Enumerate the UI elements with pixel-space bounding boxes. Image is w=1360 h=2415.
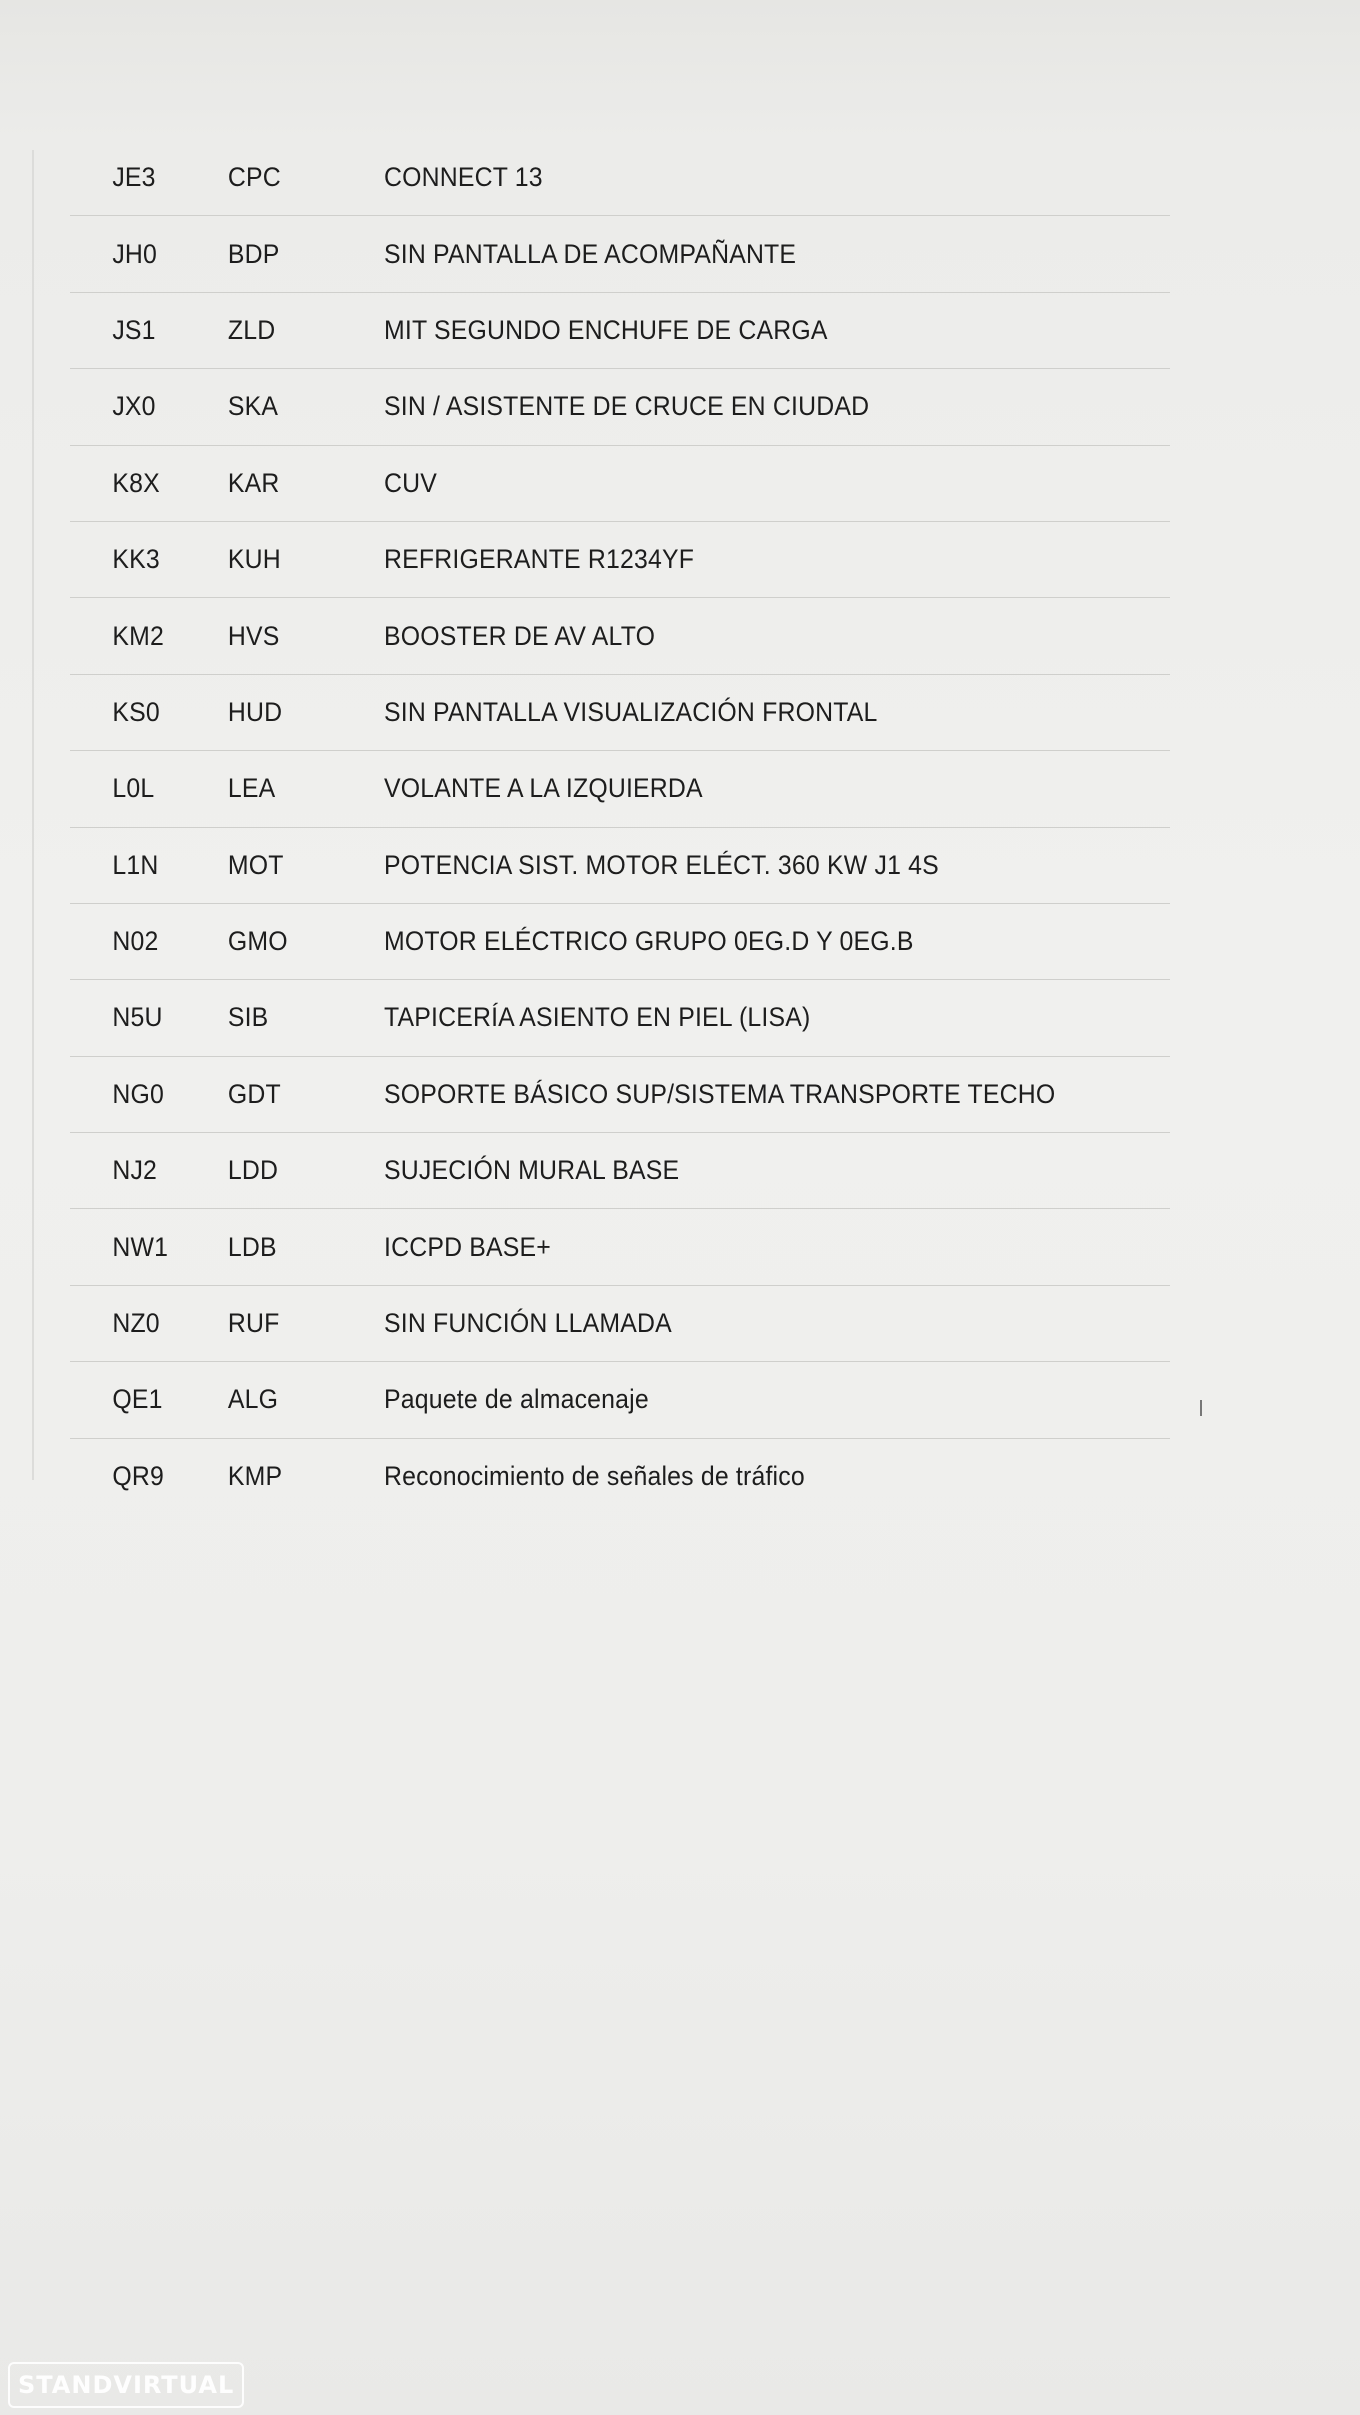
- pr-family: LDD: [227, 1155, 279, 1186]
- option-description: MOTOR ELÉCTRICO GRUPO 0EG.D Y 0EG.B: [384, 926, 914, 957]
- pr-family: HVS: [227, 620, 280, 651]
- pr-family: SKA: [227, 391, 279, 422]
- option-description: SOPORTE BÁSICO SUP/SISTEMA TRANSPORTE TECHO: [384, 1078, 1056, 1109]
- table-row: [70, 828, 1170, 904]
- option-description: VOLANTE A LA IZQUIERDA: [384, 773, 703, 804]
- option-code: NW1: [112, 1231, 169, 1262]
- table-row: [70, 1439, 1170, 1515]
- option-code: JX0: [112, 391, 156, 422]
- option-code: KK3: [112, 544, 160, 575]
- option-code: JH0: [112, 238, 158, 269]
- option-description: TAPICERÍA ASIENTO EN PIEL (LISA): [384, 1002, 811, 1033]
- option-code: JE3: [112, 162, 156, 193]
- pr-family: SIB: [227, 1002, 269, 1033]
- pr-family: GDT: [227, 1078, 281, 1109]
- option-code: L0L: [112, 773, 155, 804]
- option-code: N5U: [112, 1002, 163, 1033]
- pr-family: KMP: [227, 1461, 283, 1492]
- table-row: [70, 522, 1170, 598]
- option-code: K8X: [112, 467, 160, 498]
- pr-family: ALG: [227, 1384, 279, 1415]
- table-row: [70, 751, 1170, 827]
- paper-edge: [32, 150, 34, 1480]
- option-description: SIN PANTALLA VISUALIZACIÓN FRONTAL: [384, 696, 878, 727]
- table-row: [70, 1209, 1170, 1285]
- option-code: NG0: [112, 1078, 164, 1109]
- pr-family: RUF: [227, 1308, 280, 1339]
- table-row: [70, 1133, 1170, 1209]
- option-description: MIT SEGUNDO ENCHUFE DE CARGA: [384, 314, 828, 345]
- table-row: [70, 1057, 1170, 1133]
- option-code: NZ0: [112, 1308, 160, 1339]
- table-row: [70, 904, 1170, 980]
- option-code: QE1: [112, 1384, 163, 1415]
- option-description: POTENCIA SIST. MOTOR ELÉCT. 360 KW J1 4S: [384, 849, 939, 880]
- option-description: SUJECIÓN MURAL BASE: [384, 1155, 680, 1186]
- pr-family: LDB: [227, 1231, 277, 1262]
- pr-family: LEA: [227, 773, 276, 804]
- pr-family: CPC: [227, 162, 281, 193]
- table-row: [70, 675, 1170, 751]
- option-code: JS1: [112, 314, 156, 345]
- pr-family: HUD: [227, 696, 283, 727]
- table-row: [70, 293, 1170, 369]
- margin-mark: [1200, 1400, 1202, 1416]
- pr-family: KAR: [227, 467, 280, 498]
- table-row: [70, 980, 1170, 1056]
- option-code: KM2: [112, 620, 164, 651]
- option-description: Reconocimiento de señales de tráfico: [384, 1461, 805, 1492]
- option-code: KS0: [112, 696, 160, 727]
- option-description: CONNECT 13: [384, 162, 543, 193]
- option-description: BOOSTER DE AV ALTO: [384, 620, 656, 651]
- option-description: SIN / ASISTENTE DE CRUCE EN CIUDAD: [384, 391, 870, 422]
- pr-family: GMO: [227, 926, 288, 957]
- option-description: SIN FUNCIÓN LLAMADA: [384, 1308, 672, 1339]
- option-description: REFRIGERANTE R1234YF: [384, 544, 695, 575]
- option-code: QR9: [112, 1461, 164, 1492]
- table-row: [70, 1362, 1170, 1438]
- pr-family: BDP: [227, 238, 280, 269]
- equipment-options-table: [70, 140, 1170, 1515]
- table-row: [70, 1286, 1170, 1362]
- table-row: [70, 216, 1170, 292]
- table-row: [70, 446, 1170, 522]
- option-description: Paquete de almacenaje: [384, 1384, 649, 1415]
- option-code: L1N: [112, 849, 159, 880]
- table-row: [70, 598, 1170, 674]
- option-description: ICCPD BASE+: [384, 1231, 551, 1262]
- watermark-logo: STANDVIRTUAL: [8, 2362, 244, 2408]
- table-row: [70, 369, 1170, 445]
- pr-family: ZLD: [227, 314, 276, 345]
- pr-family: MOT: [227, 849, 284, 880]
- pr-family: KUH: [227, 544, 281, 575]
- option-code: NJ2: [112, 1155, 158, 1186]
- table-row: [70, 140, 1170, 216]
- option-description: CUV: [384, 467, 438, 498]
- option-code: N02: [112, 926, 159, 957]
- option-description: SIN PANTALLA DE ACOMPAÑANTE: [384, 238, 797, 269]
